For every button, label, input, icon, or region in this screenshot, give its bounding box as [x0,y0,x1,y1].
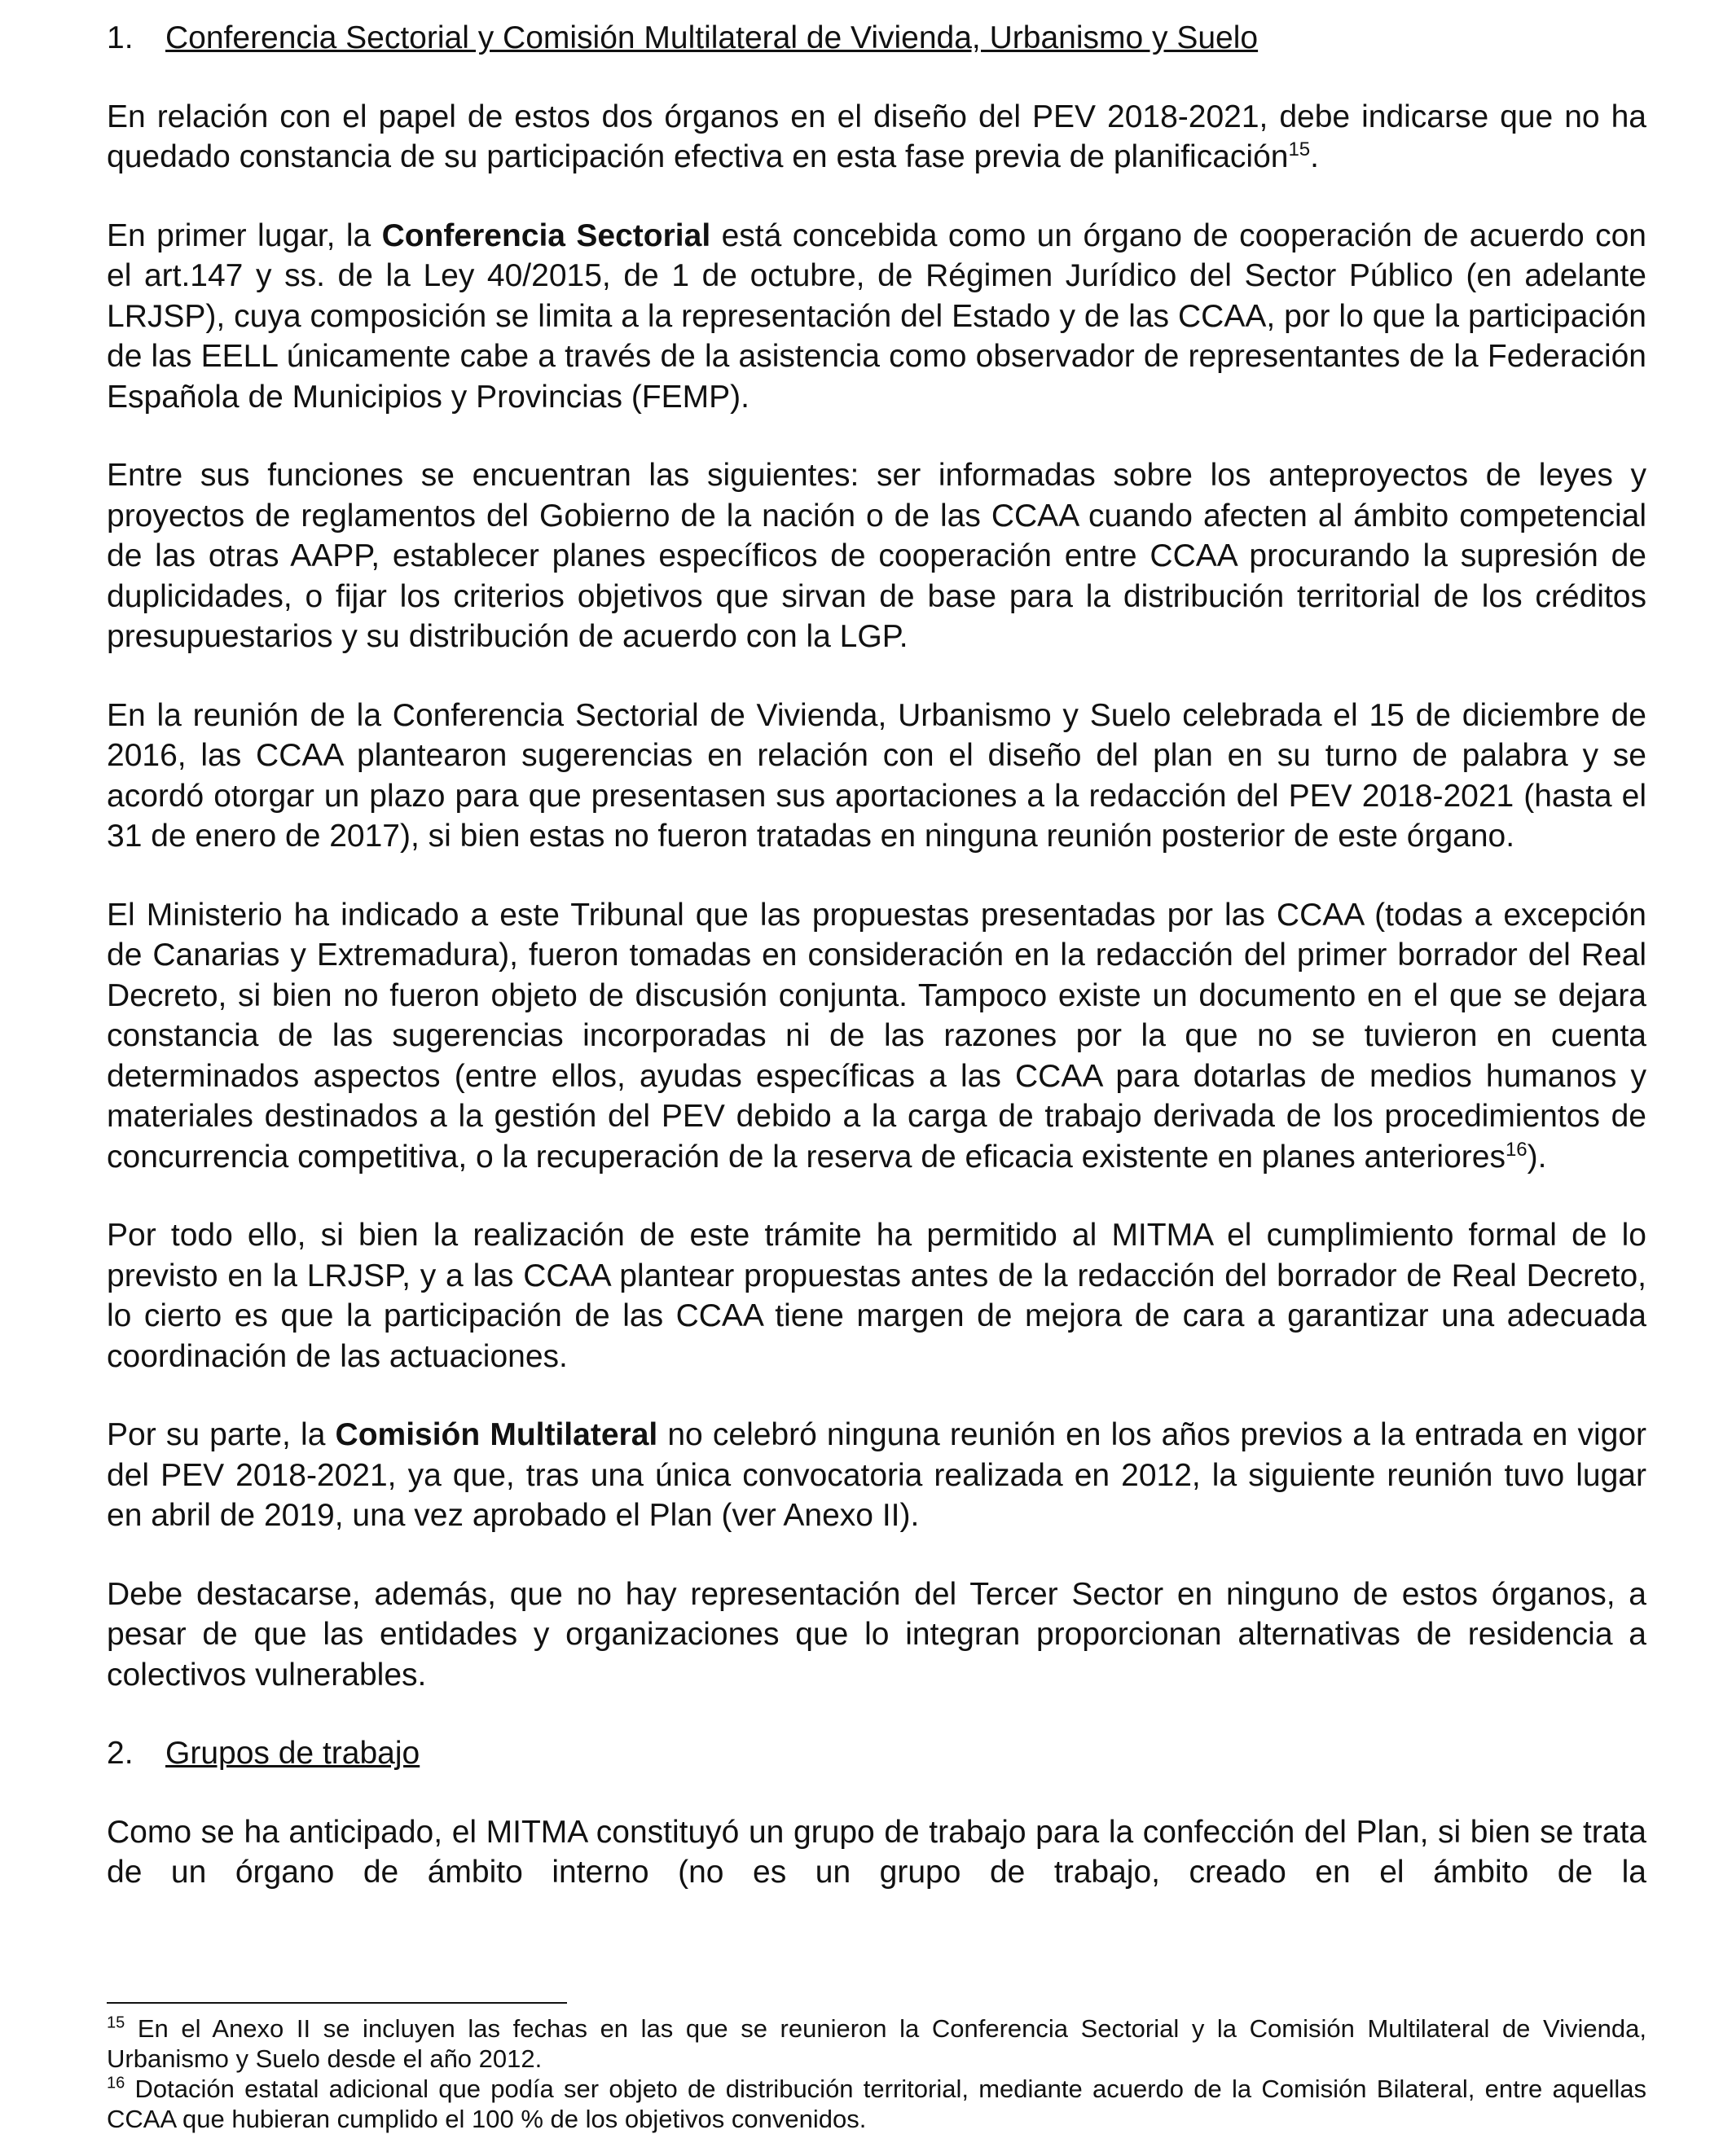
paragraph [107,895,1646,1178]
footnote-ref-15[interactable]: 15 [1288,138,1311,160]
section-heading-1 [107,18,1646,59]
document-page [107,18,1646,1931]
footnote-text: Dotación estatal adicional que podía ser objeto de distribución territorial, mediante acuerdo de la Comisión Bilateral, entre aquellas CCAA que hubieran cumplido el 100 % de los objetivos convenidos. [107,2075,1646,2133]
paragraph-text: En primer lugar, la [107,217,382,253]
footnote-15 [107,2013,1646,2074]
paragraph-text: Por su parte, la [107,1417,336,1452]
paragraph [107,216,1646,418]
paragraph: Entre sus funciones se encuentran las siguientes: ser informadas sobre los anteproyectos de leyes y proyectos de reglamentos del Gobierno de la nación o de las CCAA cuando afecten al ámbito competencial de las otras AAPP, establecer planes específicos de cooperación entre CCAA procurando la supresión de duplicidades, o fijar los criterios objetivos que sirvan de base para la distribución territorial de los créditos presupuestarios y su distribución de acuerdo con la LGP. [107,458,1646,654]
section-heading-2 [107,1733,1646,1774]
paragraph-text: no celebró ninguna reunión en los años previos a la entrada en vigor del PEV 2018-2021, ya que, tras una única convocatoria realizada en 2012, la siguiente reunión tuvo lugar en abril de 2019, una vez aprobado el Plan (ver Anexo II). [107,1417,1646,1533]
paragraph-text: El Ministerio ha indicado a este Tribunal que las propuestas presentadas por las CCAA (todas a excepción de Canarias y Extremadura), fueron tomadas en consideración en la redacción del primer borrador del Real Decreto, si bien no fueron objeto de discusión conjunta. Tampoco existe un documento en el que se dejara constancia de las sugerencias incorporadas ni de las razones por la que no se tuvieron en cuenta determinados aspectos (entre ellos, ayudas específicas a las CCAA para dotarlas de medios humanos y materiales destinados a la gestión del PEV debido a la carga de trabajo derivada de los procedimientos de concurrencia competitiva, o la recuperación de la reserva de eficacia existente en planes anteriores [107,897,1646,1175]
footnote-number: 15 [107,2013,125,2032]
section-number: 1. [107,20,134,55]
footnote-text: En el Anexo II se incluyen las fechas en las que se reunieron la Conferencia Sectorial y la Comisión Multilateral de Vivienda, Urbanismo y Suelo desde el año 2012. [107,2014,1646,2073]
paragraph: Como se ha anticipado, el MITMA constituyó un grupo de trabajo para la confección del Plan, si bien se trata de un órgano de ámbito interno (no es un grupo de trabajo, creado en el ámbito de la [107,1814,1646,1890]
paragraph-text: ). [1527,1139,1547,1175]
paragraph [107,1415,1646,1536]
section-title: Conferencia Sectorial y Comisión Multilateral de Vivienda, Urbanismo y Suelo [165,20,1259,55]
paragraph: En la reunión de la Conferencia Sectorial de Vivienda, Urbanismo y Suelo celebrada el 15 de diciembre de 2016, las CCAA plantearon sugerencias en relación con el diseño del plan en su turno de palabra y se acordó otorgar un plazo para que presentasen sus aportaciones a la redacción del PEV 2018-2021 (hasta el 31 de enero de 2017), si bien estas no fueron tratadas en ninguna reunión posterior de este órgano. [107,697,1646,854]
paragraph: Debe destacarse, además, que no hay representación del Tercer Sector en ninguno de estos órganos, a pesar de que las entidades y organizaciones que lo integran proporcionan alternativas de residencia a colectivos vulnerables. [107,1576,1646,1693]
section-number: 2. [107,1736,134,1771]
paragraph-text: está concebida como un órgano de cooperación de acuerdo con el art.147 y ss. de la Ley 40/2015, de 1 de octubre, de Régimen Jurídico del Sector Público (en adelante LRJSP), cuya composición se limita a la representación del Estado y de las CCAA, por lo que la participación de las EELL únicamente cabe a través de la asistencia como observador de representantes de la Federación Española de Municipios y Provincias (FEMP). [107,217,1647,415]
paragraph [107,97,1646,178]
footnote-separator [107,2002,567,2004]
bold-term: Comisión Multilateral [335,1417,658,1452]
footnote-number: 16 [107,2074,125,2092]
footnote-ref-16[interactable]: 16 [1505,1138,1528,1161]
footnote-16 [107,2074,1646,2134]
paragraph-text: En relación con el papel de estos dos órganos en el diseño del PEV 2018-2021, debe indicarse que no ha quedado constancia de su participación efectiva en esta fase previa de planificación [107,99,1646,174]
bold-term: Conferencia Sectorial [381,217,711,253]
section-title: Grupos de trabajo [165,1736,420,1771]
footnotes [107,2002,1646,2134]
paragraph-text: . [1310,139,1319,174]
paragraph: Por todo ello, si bien la realización de este trámite ha permitido al MITMA el cumplimiento formal de lo previsto en la LRJSP, y a las CCAA plantear propuestas antes de la redacción del borrador de Real Decreto, lo cierto es que la participación de las CCAA tiene margen de mejora de cara a garantizar una adecuada coordinación de las actuaciones. [107,1218,1646,1374]
